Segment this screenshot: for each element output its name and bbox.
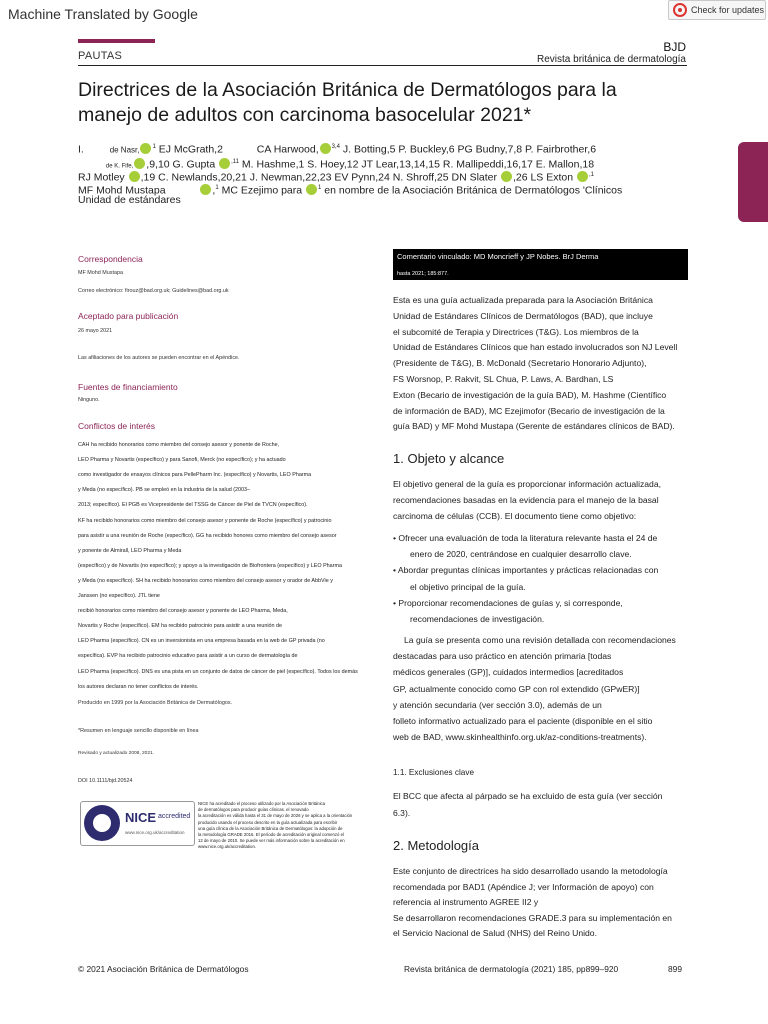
conflicts-line: LEO Pharma (específico). CN es un inversionista en una empresa basada en la web de GP privada (no	[78, 638, 325, 645]
conflicts-heading: Conflictos de interés	[78, 421, 156, 431]
paragraph-line: web de BAD, www.skinhealthinfo.org.uk/az-conditions-treatments).	[393, 732, 647, 743]
author-initial: I.	[78, 143, 84, 156]
paragraph-line: médicos generales (GP)], cuidados intermedios [acreditados	[393, 667, 624, 678]
author-motley: RJ Motley	[78, 171, 125, 184]
paragraph-line: destacadas para uso práctico en atención primaria [todas	[393, 651, 612, 662]
subsection-line: El BCC que afecta al párpado se ha excluido de esta guía (ver sección	[393, 791, 663, 801]
revised-note: Revisado y actualizado 2008, 2021.	[78, 751, 155, 756]
linked-comment-ref: hasta 2021; 185:877.	[397, 271, 449, 277]
conflicts-line: CAH ha recibido honorarios como miembro del consejo asesor y ponente de Roche,	[78, 442, 280, 448]
orcid-icon[interactable]	[501, 171, 512, 182]
author-harwood: CA Harwood,	[256, 143, 319, 156]
objective-item: • Ofrecer una evaluación de toda la literatura relevante hasta el 24 de	[393, 533, 658, 543]
nice-statement-line: una guía clínica de la Asociación Británica de Dermatólogos: la adopción de	[198, 825, 343, 831]
conflicts-line: como investigador de ensayos clínicos para PellePharm Inc. (específico) y Novartis, LEO Pharma	[78, 472, 312, 479]
section-1-intro-line: carcinoma de células (CCB). El documento tiene como objetivo:	[393, 511, 637, 521]
intro-line: de información de BAD), MC Ezejimofor (Becario de investigación de la	[393, 405, 665, 416]
subsection-heading: 1.1. Exclusiones clave	[393, 768, 475, 777]
affiliations-note: Las afiliaciones de los autores se pueden encontrar en el Apéndice.	[78, 355, 240, 361]
paragraph-line: GP, actualmente conocido como GP con rol extendido (GPwER)]	[393, 683, 640, 694]
footer-citation: Revista británica de dermatología (2021) 185, pp899–920	[404, 964, 619, 974]
author-exton: ,26 LS Exton	[512, 171, 574, 184]
author-nasr: de Nasr,	[109, 145, 140, 155]
author-line-2-rest: M. Hashme,1 S. Hoey,12 JT Lear,13,14,15 R. Mallipeddi,16,17 E. Mallon,18	[241, 158, 595, 171]
orcid-icon[interactable]	[320, 143, 331, 154]
orcid-icon[interactable]	[134, 158, 145, 169]
produced-note: Producido en 1999 por la Asociación Británica de Dermatólogos.	[78, 700, 233, 706]
intro-line: Esta es una guía actualizada preparada para la Asociación Británica	[393, 295, 653, 305]
header-divider	[78, 65, 687, 66]
author-line-4: MF Mohd Mustapa ,$^1$ MC Ezejimo para $^1$ en nombre de la Asociación Británica de Dermatólogos 'Clínicos	[78, 184, 623, 197]
nice-accredited-logo	[80, 801, 195, 846]
conflicts-line: Janssen (no específico). JTL tiene	[78, 593, 160, 599]
paragraph-line: y atención secundaria (ver sección 3.0), además de un	[393, 699, 602, 710]
footer-copyright: © 2021 Asociación Británica de Dermatólogos	[78, 964, 249, 974]
journal-abbreviation: BJD	[663, 40, 686, 54]
nice-statement-line: la metodología GRADE 2016. El período de acreditación original comenzó el	[198, 832, 344, 838]
conflicts-line: recibió honorarios como miembro del consejo asesor y ponente de LEO Pharma, Meda,	[78, 608, 288, 615]
machine-translated-label: Machine Translated by Google	[8, 6, 198, 22]
section-2-line: Este conjunto de directrices ha sido desarrollado usando la metodología	[393, 866, 668, 876]
accepted-date: 26 mayo 2021	[78, 328, 113, 334]
check-for-updates-button[interactable]	[668, 0, 766, 20]
article-title	[78, 78, 678, 128]
nice-statement-line: de dermatólogos para producir guías clínicas. el renovado	[198, 807, 309, 813]
section-1-intro-line: recomendaciones basadas en la evidencia para el manejo de la basal	[393, 495, 659, 505]
intro-line: Exton (Becario de investigación de la guía BAD), M. Hashme (Científico	[393, 389, 667, 400]
title-line-2: manejo de adultos con carcinoma basocelular 2021*	[78, 104, 532, 126]
author-line-2: de K. Fife, ,9,10 G. Gupta $^{,11}$ M. Hashme,1 S. Hoey,12 JT Lear,13,14,15 R. Mallipeddi,16,17 E. Mallon,18	[105, 158, 595, 171]
nice-statement-line: la acreditación es válida hasta el 31 de mayo de 2026 y se aplica a la orientación	[198, 813, 353, 819]
linked-comment: Comentario vinculado: MD Moncrieff y JP Nobes. BrJ Derma	[397, 252, 599, 261]
conflicts-line: y Meda (no específico). SH ha recibido honorarios como miembro del consejo asesor y orador de AbbVie y	[78, 577, 333, 584]
nice-logo-url: www.nice.org.uk/accreditation	[125, 830, 185, 835]
section-2-line: recomendada por BAD1 (Apéndice J; ver Información de apoyo) con	[393, 881, 654, 892]
intro-line: guía BAD) y MF Mohd Mustapa (Gerente de estándares clínicos de BAD).	[393, 421, 675, 432]
nice-logo-accredited: accredited	[158, 813, 191, 820]
author-mcgrath: EJ McGrath,2	[158, 143, 223, 156]
intro-line: Unidad de Estándares Clínicos de Dermatólogos (BAD), que incluye	[393, 310, 653, 321]
page-number: 899	[668, 964, 682, 974]
journal-name: Revista británica de dermatología	[537, 54, 686, 65]
summary-note: *Resumen en lenguaje sencillo disponible en línea	[78, 728, 199, 734]
conflicts-line: LEO Pharma y Novartis (específico) y para Sanofi, Merck (no específico); y ha actuado	[78, 457, 286, 464]
correspondence-email[interactable]: Correo electrónico: firouz@bad.org.uk; Guidelines@bad.org.uk	[78, 288, 229, 294]
orcid-icon[interactable]	[200, 184, 211, 195]
conflicts-line: LEO Pharma (específico). DNS es una pista en un conjunto de datos de cáncer de piel (específico). Todos los demás	[78, 668, 358, 675]
objective-item: enero de 2020, centrándose en cualquier desarrollo clave.	[410, 549, 632, 560]
accepted-heading: Aceptado para publicación	[78, 311, 179, 321]
author-line-3-rest: ,19 C. Newlands,20,21 J. Newman,22,23 EV Pynn,24 N. Shroff,25 DN Slater	[140, 171, 498, 184]
section-2-heading: 2. Metodología	[393, 838, 480, 853]
intro-line: (Presidente de T&G), B. McDonald (Secretario Honorario Adjunto),	[393, 358, 647, 369]
conflicts-line: los autores declaran no tener conflictos de interés.	[78, 683, 199, 690]
intro-line: Unidad de Estándares Clínicos que han estado involucrados son NJ Levell	[393, 342, 678, 353]
objective-item: el objetivo principal de la guía.	[410, 581, 526, 592]
orcid-icon[interactable]	[306, 184, 317, 195]
author-line-1: I. de Nasr, $^1$ EJ McGrath,2 CA Harwood, $^{3,4}$ J. Botting,5 P. Buckley,6 PG Budny,7,8 P. Fairbrother,6	[78, 143, 597, 156]
orcid-icon[interactable]	[219, 158, 230, 169]
section-2-line: referencia al instrumento AGREE II2 y	[393, 897, 539, 908]
subsection-line: 6.3).	[393, 808, 411, 818]
nice-statement-line: 12 de mayo de 2010. Se puede ver más información sobre la acreditación en	[198, 838, 345, 844]
section-2-line: Se desarrollaron recomendaciones GRADE.3 para su implementación en	[393, 912, 672, 923]
orcid-icon[interactable]	[577, 171, 588, 182]
objective-item: recomendaciones de investigación.	[410, 614, 545, 624]
correspondence-heading: Correspondencia	[78, 254, 143, 264]
author-line-3: RJ Motley ,19 C. Newlands,20,21 J. Newman,22,23 EV Pynn,24 N. Shroff,25 DN Slater ,26 LS Exton $^{,1}$	[78, 171, 595, 184]
paragraph-line: La guía se presenta como una revisión detallada con recomendaciones	[404, 635, 676, 645]
paragraph-line: folleto informativo actualizado para el paciente (disponible en el sitio	[393, 716, 653, 726]
section-accent-rule	[78, 39, 155, 43]
author-line-1-rest: J. Botting,5 P. Buckley,6 PG Budny,7,8 P. Fairbrother,6	[342, 143, 597, 156]
section-2-line: el Servicio Nacional de Salud (NHS) del Reino Unido.	[393, 928, 597, 939]
nice-logo-word: NICE	[125, 810, 157, 825]
section-1-heading: 1. Objeto y alcance	[393, 451, 505, 466]
intro-line: el subcomité de Terapia y Directrices (T&G). Los miembros de la	[393, 326, 639, 337]
orcid-icon[interactable]	[129, 171, 140, 182]
conflicts-line: KF ha recibido honorarios como miembro del consejo asesor y ponente de Roche (específico) y patrocinio	[78, 517, 332, 524]
conflicts-line: Novartis y Roche (específico). EM ha recibido patrocinio para asistir a una reunión de	[78, 623, 283, 630]
nice-statement-line: NICE ha acreditado el proceso utilizado por la Asociación Británica	[198, 801, 326, 806]
conflicts-line: específica). EVP ha recibido patrocinio educativo para asistir a un curso de dermatología de	[78, 653, 298, 660]
translation-bar	[0, 0, 768, 28]
funding-text: Ninguno.	[78, 397, 100, 403]
check-for-updates-label: Check for updates	[691, 5, 765, 15]
author-line-5: Unidad de estándares	[78, 194, 181, 206]
doi[interactable]: DOI 10.1111/bjd.20524	[78, 778, 133, 784]
nice-statement	[198, 801, 358, 851]
conflicts-line: y ponente de Almirall, LEO Pharma y Meda	[78, 547, 182, 554]
correspondence-name: MF Mohd Mustapa	[78, 270, 123, 276]
intro-line: FS Worsnop, P. Rakvit, SL Chua, P. Laws, A. Bardhan, LS	[393, 374, 614, 384]
author-gupta: ,9,10 G. Gupta	[146, 158, 216, 171]
title-line-1: Directrices de la Asociación Británica de Dermatólogos para la	[78, 79, 617, 101]
author-line-4-rest: en nombre de la Asociación Británica de Dermatólogos 'Clínicos	[324, 184, 623, 197]
author-fife: de K. Fife,	[105, 163, 134, 170]
author-ezejimo: MC Ezejimo para	[221, 184, 303, 197]
nice-statement-line: producido usando el proceso descrito en la guía actualizada para escribir	[198, 819, 338, 825]
nice-logo-icon	[84, 805, 120, 841]
side-tab	[738, 142, 768, 222]
linked-comment-box[interactable]	[393, 249, 688, 280]
crossmark-icon	[673, 3, 687, 17]
section-label: PAUTAS	[78, 50, 123, 62]
objective-item: • Proporcionar recomendaciones de guías y, si corresponde,	[393, 597, 623, 608]
conflicts-line: para asistir a una reunión de Roche (específico). GG ha recibido honores como miembro del consejo asesor	[78, 532, 337, 539]
nice-statement-line: www.nice.org.uk/accreditation.	[198, 844, 257, 850]
author-mustapa: MF Mohd Mustapa	[78, 184, 166, 197]
section-1-intro-line: El objetivo general de la guía es proporcionar información actualizada,	[393, 479, 662, 489]
conflicts-line: (específico) y de Novartis (no específico); y apoyo a la investigación de Biofrontera (específico) y LEO Pharma	[78, 562, 342, 569]
conflicts-line: 2013; específico). El PGB es Vicepresidente del TSSG de Cáncer de Piel de TVCN (específico).	[78, 502, 308, 509]
conflicts-line: y Meda (no específico). PB se empleó en la industria de la salud (2003–	[78, 487, 251, 494]
orcid-icon[interactable]	[140, 143, 151, 154]
objective-item: • Abordar preguntas clínicas importantes y prácticas relacionadas con	[393, 565, 659, 576]
funding-heading: Fuentes de financiamiento	[78, 382, 178, 392]
